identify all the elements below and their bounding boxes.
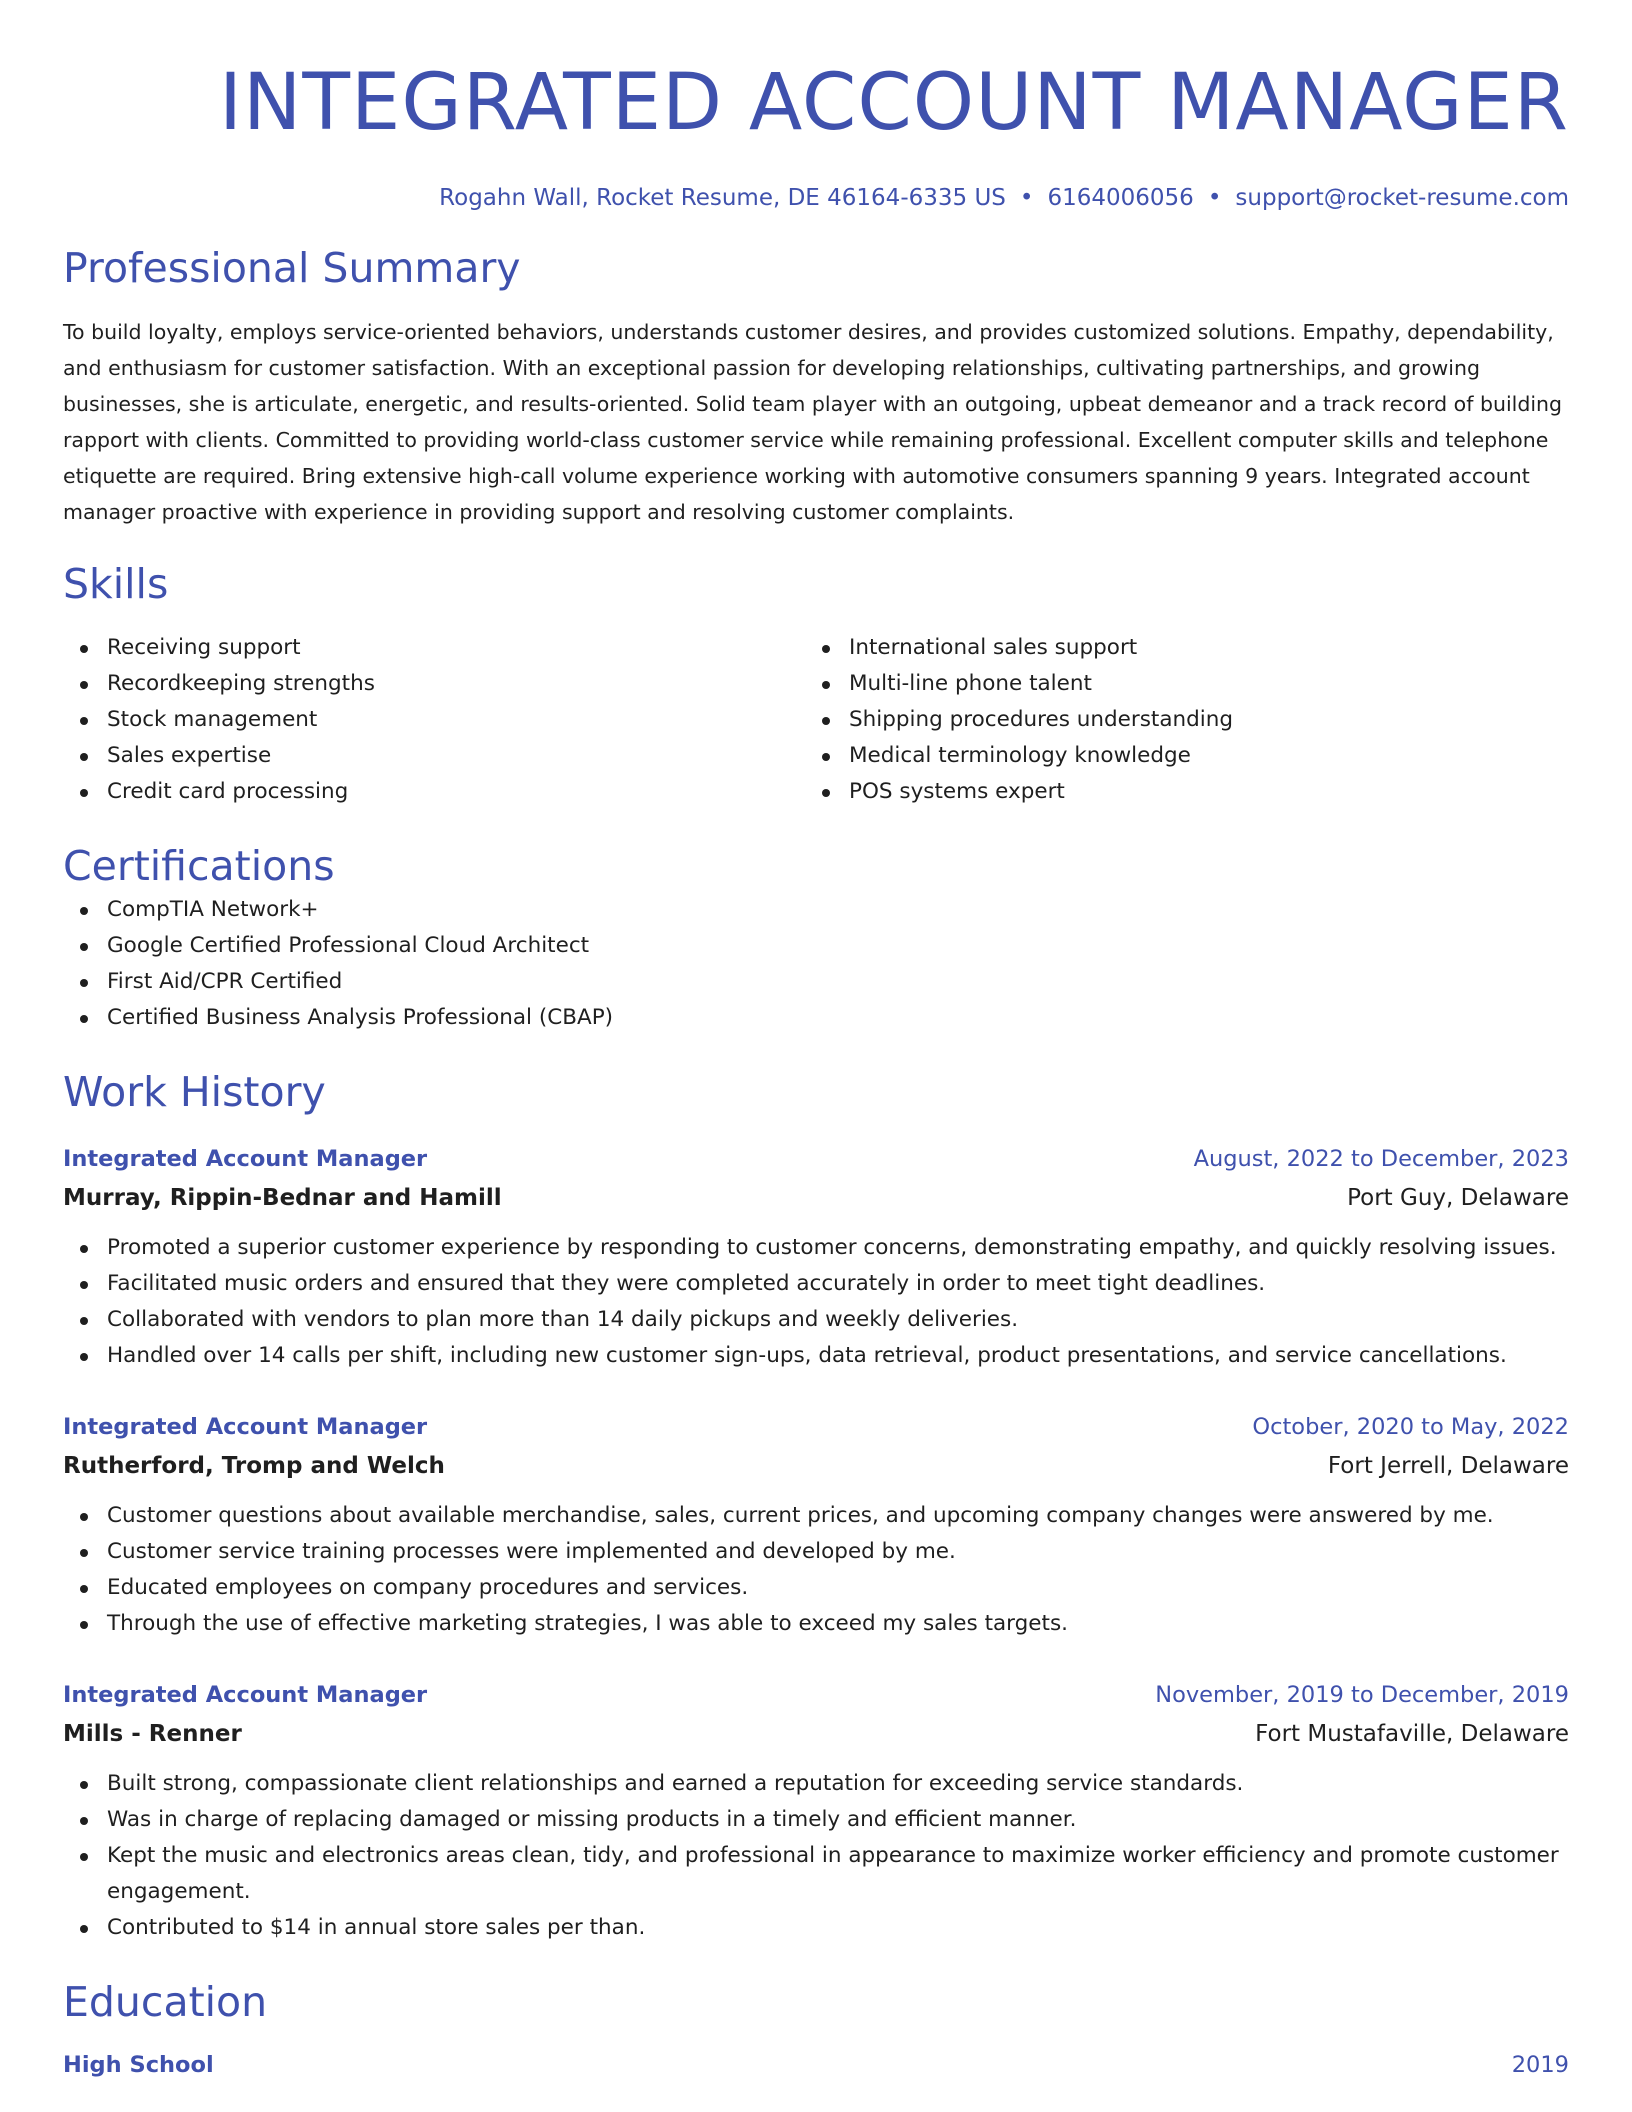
job-entry [63,1140,1569,1374]
resume-title: INTEGRATED ACCOUNT MANAGER [219,58,1569,148]
job-duties [63,1498,1569,1642]
certifications-heading: Certifications [63,842,335,890]
skill-item: Sales expertise [63,738,805,774]
skill-item: Receiving support [63,630,805,666]
job-duty: Kept the music and electronics areas clean, tidy, and professional in appearance to maximize worker efficiency and promote customer engagement. [63,1838,1569,1910]
education-year: 2019 [1511,2052,1569,2078]
skill-item: Medical terminology knowledge [805,738,1547,774]
job-duty: Through the use of effective marketing strategies, I was able to exceed my sales targets. [63,1606,1569,1642]
certification-item: First Aid/CPR Certified [63,964,1569,1000]
job-location: Fort Jerrell, Delaware [1327,1453,1569,1479]
job-duty: Customer questions about available merchandise, sales, current prices, and upcoming company changes were answered by me. [63,1498,1569,1534]
certification-item: Certified Business Analysis Professional (CBAP) [63,1000,1569,1036]
contact-line [63,182,1569,214]
job-duty: Handled over 14 calls per shift, including new customer sign-ups, data retrieval, product presentations, and service cancellations. [63,1338,1569,1374]
work-history-heading: Work History [63,1068,326,1116]
job-duty: Was in charge of replacing damaged or missing products in a timely and efficient manner. [63,1802,1569,1838]
contact-separator: • [1207,185,1222,211]
job-duty: Promoted a superior customer experience by responding to customer concerns, demonstrating empathy, and quickly resolving issues. [63,1230,1569,1266]
job-duty: Customer service training processes were implemented and developed by me. [63,1534,1569,1570]
skills-column-right [805,630,1547,810]
skills-list [63,630,1569,810]
job-duty: Facilitated music orders and ensured that they were completed accurately in order to meet tight deadlines. [63,1266,1569,1302]
job-dates: August, 2022 to December, 2023 [1193,1146,1569,1172]
job-title: Integrated Account Manager [63,1146,428,1172]
job-title: Integrated Account Manager [63,1414,428,1440]
skills-column-left [63,630,805,810]
job-duty: Educated employees on company procedures and services. [63,1570,1569,1606]
job-company: Mills - Renner [63,1721,242,1747]
skill-item: Credit card processing [63,774,805,810]
contact-phone: 6164006056 [1047,185,1194,211]
job-entry [63,1408,1569,1642]
summary-text: To build loyalty, employs service-oriented behaviors, understands customer desires, and provides customized solutions. Empathy, dependability, and enthusiasm for customer satisfaction. With an exceptional passion for developing relationships, cultivating partnerships, and growing businesses, she is articulate, energetic, and results-oriented. Solid team player with an outgoing, upbeat demeanor and a track record of building rapport with clients. Committed to providing world-class customer service while remaining professional. Excellent computer skills and telephone etiquette are required. Bring extensive high-call volume experience working with automotive consumers spanning 9 years. Integrated account manager proactive with experience in providing support and resolving customer complaints. [63,320,1563,524]
job-duty: Built strong, compassionate client relationships and earned a reputation for exceeding service standards. [63,1766,1569,1802]
education-degree: High School [63,2052,214,2078]
certification-item: Google Certified Professional Cloud Architect [63,928,1569,964]
education-heading: Education [63,1978,268,2026]
job-duty: Contributed to $14 in annual store sales per than. [63,1910,1569,1946]
skill-item: Recordkeeping strengths [63,666,805,702]
job-dates: October, 2020 to May, 2022 [1252,1414,1569,1440]
job-duties [63,1230,1569,1374]
skill-item: International sales support [805,630,1547,666]
skill-item: Multi-line phone talent [805,666,1547,702]
job-duty: Collaborated with vendors to plan more than 14 daily pickups and weekly deliveries. [63,1302,1569,1338]
job-duties [63,1766,1569,1946]
job-location: Port Guy, Delaware [1347,1185,1569,1211]
summary-heading: Professional Summary [63,244,521,292]
skill-item: Shipping procedures understanding [805,702,1547,738]
job-company: Rutherford, Tromp and Welch [63,1453,445,1479]
contact-separator: • [1019,185,1034,211]
certifications-list [63,892,1569,1036]
contact-email: support@rocket-resume.com [1235,185,1569,211]
certification-item: CompTIA Network+ [63,892,1569,928]
skill-item: POS systems expert [805,774,1547,810]
education-entry [63,2046,1569,2084]
job-entry [63,1676,1569,1946]
job-company: Murray, Rippin-Bednar and Hamill [63,1185,502,1211]
job-title: Integrated Account Manager [63,1682,428,1708]
job-dates: November, 2019 to December, 2019 [1155,1682,1569,1708]
job-location: Fort Mustafaville, Delaware [1255,1721,1569,1747]
skills-heading: Skills [63,560,169,608]
contact-address: Rogahn Wall, Rocket Resume, DE 46164-6335 US [439,185,1006,211]
skill-item: Stock management [63,702,805,738]
